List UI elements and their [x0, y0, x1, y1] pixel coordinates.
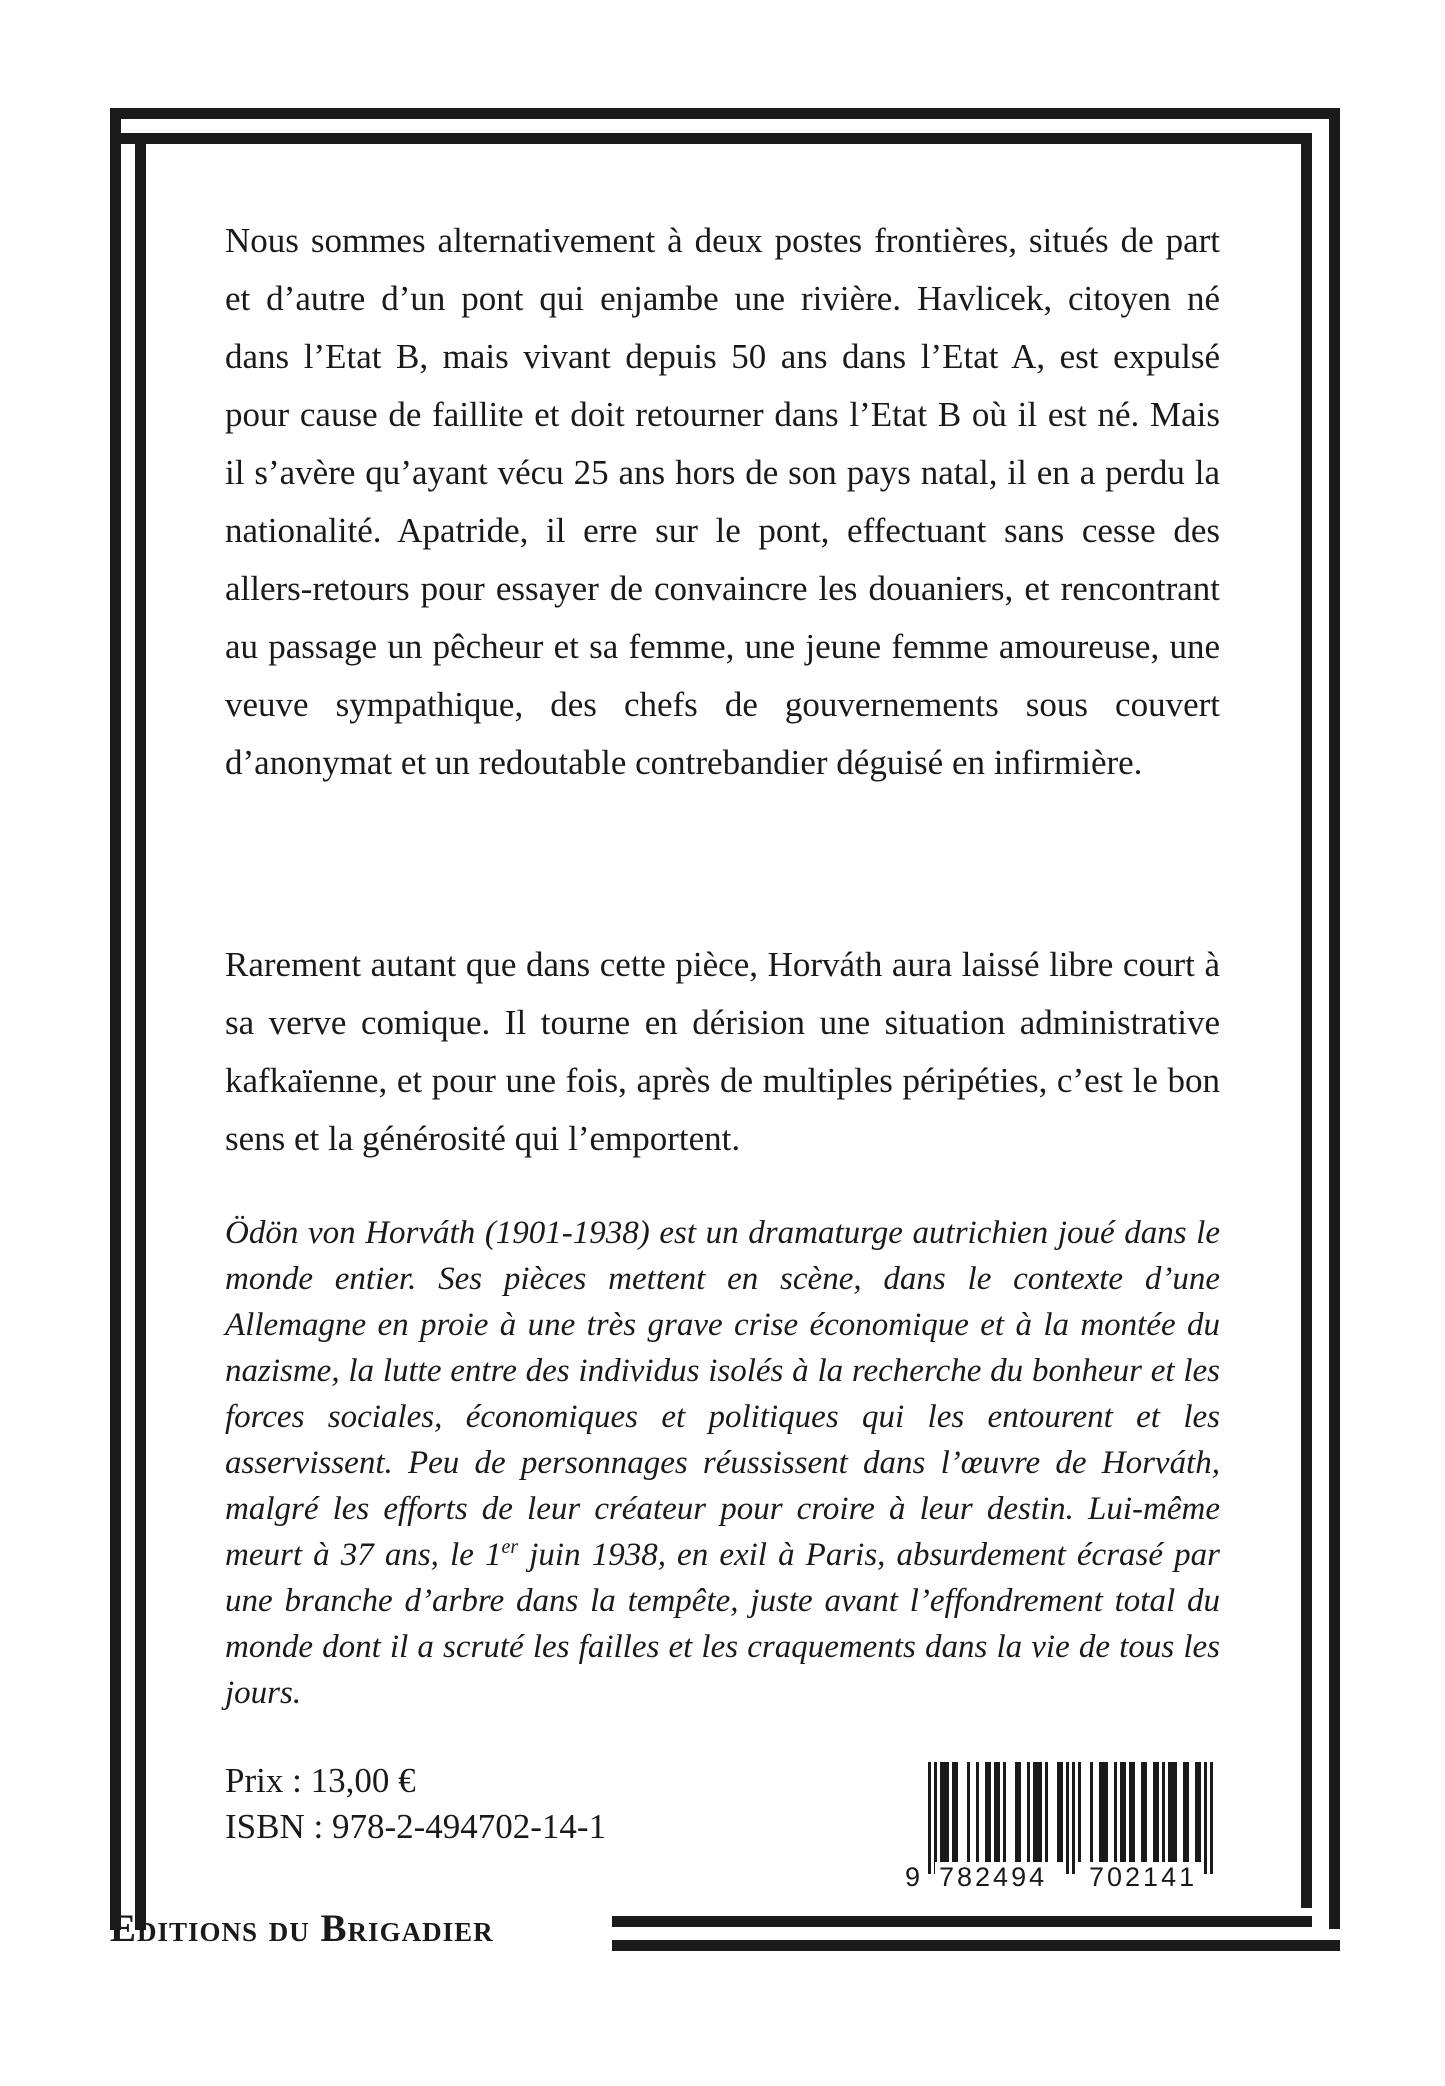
- barcode-bar: [1132, 1762, 1135, 1862]
- biography-ordinal-superscript: er: [501, 1536, 519, 1558]
- barcode-bar: [1162, 1762, 1165, 1862]
- barcode-bar: [1186, 1762, 1189, 1862]
- barcode-bar: [934, 1762, 937, 1874]
- barcode-bar: [1060, 1762, 1063, 1862]
- barcode-bar: [1171, 1762, 1174, 1862]
- barcode-bar: [928, 1762, 931, 1874]
- barcode-bar: [967, 1762, 970, 1862]
- frame-right-rule-outer: [1329, 108, 1340, 1929]
- barcode-bar: [1168, 1762, 1171, 1862]
- frame-top-rule-inner: [110, 133, 1312, 144]
- barcode-bar: [1018, 1762, 1021, 1862]
- barcode-bar: [940, 1762, 943, 1862]
- barcode-bar: [1027, 1762, 1030, 1862]
- barcode-bar: [1078, 1762, 1081, 1862]
- barcode-bar: [1183, 1762, 1186, 1862]
- publisher-name: Editions du Brigadier: [110, 1907, 494, 1950]
- barcode-bar: [1141, 1762, 1144, 1862]
- barcode-bar: [1198, 1762, 1201, 1862]
- synopsis-paragraph: Nous sommes alternativement à deux postes frontières, situés de part et d’autre d’un pont qui enjambe une rivière. Havlicek, citoyen né dans l’Etat B, mais vivant depuis 50 ans dans l’Etat A, est expulsé pour cause de faillite et doit retourner dans l’Etat B où il est né. Mais il s’avère qu’ayant vécu 25 ans hors de son pays natal, il en a perdu la nationalité. Apatride, il erre sur le pont, effectuant sans cesse des allers-retours pour essayer de convaincre les douaniers, et rencontrant au passage un pêcheur et sa femme, une jeune femme amoureuse, une veuve sympathique, des chefs de gouvernements sous couvert d’anonymat et un redoutable contrebandier déguisé en infirmière.: [225, 221, 1220, 782]
- barcode-bar: [1129, 1762, 1132, 1862]
- frame-left-rule-inner: [135, 133, 146, 1930]
- author-biography: [225, 1210, 1220, 1716]
- barcode-bar: [1066, 1762, 1069, 1874]
- barcode-bar: [1120, 1762, 1123, 1862]
- barcode-bar: [1195, 1762, 1198, 1862]
- frame-bottom-rule-lower: [612, 1940, 1340, 1951]
- barcode-bar: [943, 1762, 946, 1862]
- barcode-bar: [1123, 1762, 1126, 1862]
- barcode-bar: [1102, 1762, 1105, 1862]
- isbn-barcode: [905, 1762, 1235, 1892]
- barcode-digits: [905, 1862, 1235, 1892]
- barcode-bar: [1036, 1762, 1039, 1862]
- barcode-bar: [946, 1762, 949, 1862]
- barcode-bar: [1045, 1762, 1048, 1862]
- barcode-bar: [1144, 1762, 1147, 1862]
- barcode-bar: [1099, 1762, 1102, 1862]
- barcode-bar: [1057, 1762, 1060, 1862]
- barcode-bar: [955, 1762, 958, 1862]
- barcode-bar: [1090, 1762, 1093, 1862]
- isbn-label: ISBN : 978-2-494702-14-1: [225, 1807, 607, 1846]
- barcode-bar: [1156, 1762, 1159, 1862]
- price-label: Prix : 13,00 €: [225, 1761, 416, 1800]
- barcode-bar: [994, 1762, 997, 1862]
- barcode-bar: [1072, 1762, 1075, 1874]
- barcode-bar: [976, 1762, 979, 1862]
- barcode-digit-group-left: 782494: [935, 1862, 1051, 1892]
- barcode-bar: [1153, 1762, 1156, 1862]
- frame-left-rule-outer: [110, 108, 121, 1930]
- biography-text-start: Ödön von Horváth (1901-1938) est un dramaturge autrichien joué dans le monde entier. Ses pièces mettent en scène, dans le contexte d’une Allemagne en proie à une très grave crise économique et à la montée du nazisme, la lutte entre des individus isolés à la recherche du bonheur et les forces sociales, économiques et politiques qui les entourent et les asservissent. Peu de personnages réussissent dans l’œuvre de Horváth, malgré les efforts de leur créateur pour croire à leur destin. Lui-même meurt à 37 ans, le 1: [225, 1215, 1220, 1573]
- barcode-bar: [1033, 1762, 1036, 1862]
- barcode-bars: [905, 1762, 1235, 1874]
- barcode-bar: [997, 1762, 1000, 1862]
- frame-top-rule-outer: [110, 108, 1340, 119]
- barcode-digit-group-right: 702141: [1085, 1862, 1201, 1892]
- biography-text-end: juin 1938, en exil à Paris, absurdement écrasé par une branche d’arbre dans la tempête, juste avant l’effondrement total du monde dont il a scruté les failles et les craquements dans la vie de tous les jours.: [225, 1537, 1220, 1711]
- barcode-bar: [1105, 1762, 1108, 1862]
- barcode-bar: [952, 1762, 955, 1862]
- barcode-bar: [1174, 1762, 1177, 1862]
- barcode-bar: [985, 1762, 988, 1862]
- barcode-bar: [988, 1762, 991, 1862]
- barcode-bar: [1114, 1762, 1117, 1862]
- barcode-bar: [1039, 1762, 1042, 1862]
- frame-right-rule-inner: [1301, 133, 1312, 1908]
- barcode-bar: [1015, 1762, 1018, 1862]
- barcode-bar: [1003, 1762, 1006, 1862]
- frame-bottom-rule-upper: [612, 1916, 1312, 1927]
- commentary-paragraph: Rarement autant que dans cette pièce, Horváth aura laissé libre court à sa verve comique. Il tourne en dérision une situation administrative kafkaïenne, et pour une fois, après de multiples péripéties, c’est le bon sens et la générosité qui l’emportent.: [225, 945, 1220, 1158]
- barcode-first-digit: 9: [905, 1862, 921, 1892]
- barcode-bar: [1210, 1762, 1213, 1874]
- barcode-bar: [1204, 1762, 1207, 1874]
